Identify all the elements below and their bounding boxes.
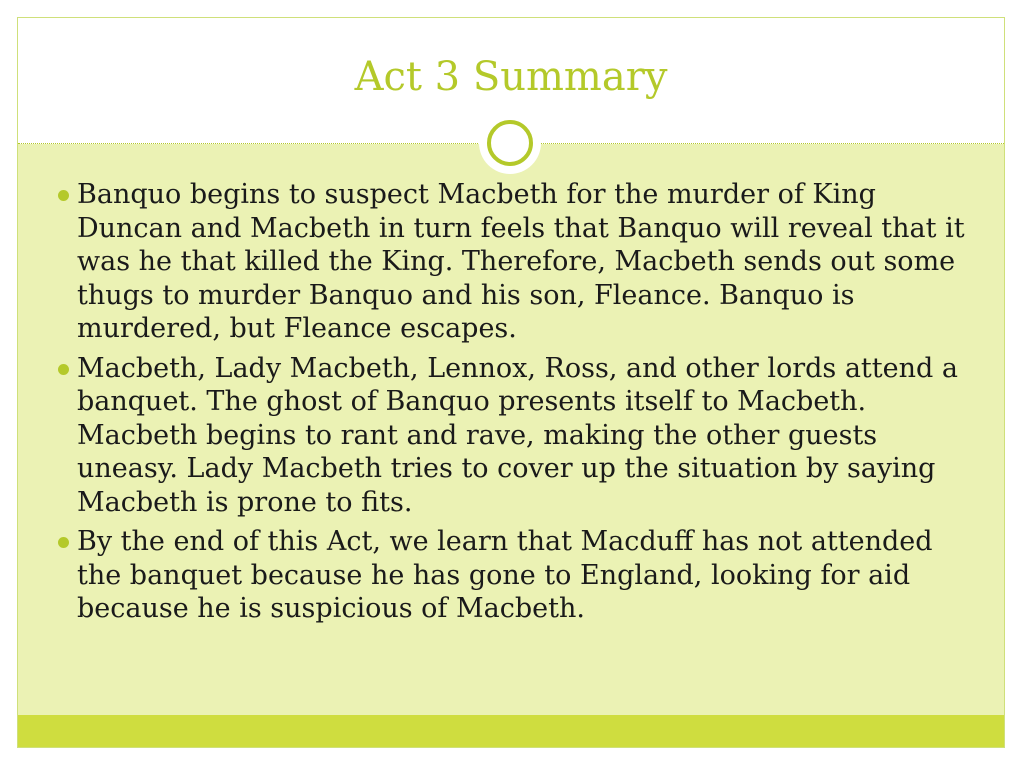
bullet-text: By the end of this Act, we learn that Macduff has not attended the banquet because he has gone to England, looking for aid because he is suspicious of Macbeth.	[77, 526, 933, 624]
circle-ornament-icon	[479, 112, 541, 174]
slide-frame	[17, 17, 1005, 748]
ornament-ring	[487, 120, 533, 166]
bullet-text: Banquo begins to suspect Macbeth for the murder of King Duncan and Macbeth in turn feels that Banquo will reveal that it was he that killed the King. Therefore, Macbeth sends out some thugs to murder Banquo and his son, Fleance. Banquo is murdered, but Fleance escapes.	[77, 179, 965, 344]
bullet-text: Macbeth, Lady Macbeth, Lennox, Ross, and other lords attend a banquet. The ghost of Banquo presents itself to Macbeth. Macbeth begins to rant and rave, making the other guests uneasy. Lady Macbeth tries to cover up the situation by saying Macbeth is prone to fits.	[77, 352, 958, 518]
bullet-dot-icon	[58, 537, 69, 548]
bullet-item	[18, 352, 978, 520]
bullet-dot-icon	[58, 364, 69, 375]
bullet-item	[18, 525, 978, 626]
bullet-item	[18, 178, 978, 346]
slide-title: Act 3 Summary	[354, 54, 668, 100]
bullet-dot-icon	[58, 190, 69, 201]
bullet-list	[18, 178, 978, 632]
bottom-accent-bar	[18, 715, 1004, 747]
